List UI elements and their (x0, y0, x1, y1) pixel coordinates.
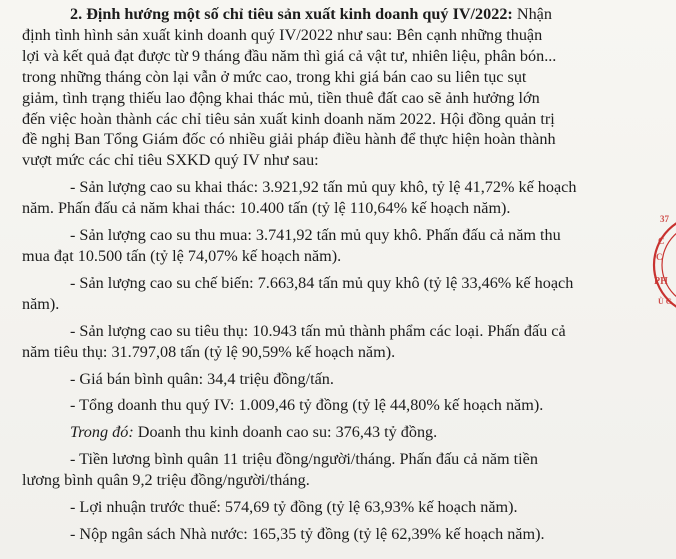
item-che-bien (22, 273, 662, 315)
item-line: - Sản lượng cao su tiêu thụ: 10.943 tấn mủ thành phẩm các loại. Phấn đấu cả (70, 321, 566, 340)
item-line: mua đạt 10.500 tấn (tỷ lệ 74,07% kế hoạch năm). (22, 246, 342, 265)
item-khai-thac (22, 177, 662, 219)
item-thu-mua (22, 225, 662, 267)
item-line: - Sản lượng cao su thu mua: 3.741,92 tấn mủ quy khô. Phấn đấu cả năm thu (70, 226, 561, 245)
item-doanh-thu: - Tổng doanh thu quý IV: 1.009,46 tỷ đồng (tỷ lệ 44,80% kế hoạch năm). (70, 396, 544, 415)
item-trong-do (22, 422, 662, 443)
intro-line: trong những tháng còn lại vẫn ở mức cao, trong khi giá bán cao su liên tục sụt (22, 67, 527, 86)
seal-fragment: C (656, 252, 663, 262)
trong-do-value: Doanh thu kinh doanh cao su: 376,43 tỷ đồng. (133, 423, 438, 442)
item-line: năm). (22, 294, 60, 313)
intro-line: lợi và kết quả đạt được từ 9 tháng đầu năm thì giá cả vật tư, nhiên liệu, phân bón... (22, 46, 557, 65)
seal-fragment: 37 (660, 214, 669, 224)
item-line: năm. Phấn đấu cả năm khai thác: 10.400 tấn (tỷ lệ 110,64% kế hoạch năm). (22, 199, 511, 218)
item-line: - Tiền lương bình quân 11 triệu đồng/người/tháng. Phấn đấu cả năm tiền (70, 450, 538, 469)
document-body (22, 4, 662, 545)
item-tien-luong (22, 449, 662, 491)
seal-fragment: C (658, 236, 665, 246)
item-line: - Sản lượng cao su chế biến: 7.663,84 tấn mủ quy khô (tỷ lệ 33,46% kế hoạch (70, 273, 574, 292)
intro-line: vượt mức các chỉ tiêu SXKD quý IV như sau: (22, 151, 319, 170)
item-line: - Sản lượng cao su khai thác: 3.921,92 tấn mủ quy khô, tỷ lệ 41,72% kế hoạch (70, 178, 577, 197)
intro-line: giảm, tình trạng thiếu lao động khai thác mủ, tiền thuê đất cao sẽ ảnh hưởng lớn (22, 88, 540, 107)
seal-fragment: PH (654, 276, 668, 287)
intro-paragraph (22, 25, 662, 171)
item-gia-ban: - Giá bán bình quân: 34,4 triệu đồng/tấn. (70, 369, 334, 388)
intro-line: định tình hình sản xuất kinh doanh quý IV/2022 như sau: Bên cạnh những thuận (22, 25, 543, 44)
trong-do-label: Trong đó: (70, 423, 134, 442)
intro-line: đề nghị Ban Tổng Giám đốc có nhiều giải pháp điều hành để thực hiện hoàn thành (22, 130, 556, 149)
item-line: lương bình quân 9,2 triệu đồng/người/tháng. (22, 471, 310, 490)
section-title: 2. Định hướng một số chỉ tiêu sản xuất kinh doanh quý IV/2022: (70, 5, 513, 23)
section-heading-paragraph (22, 4, 662, 25)
seal-fragment: Ù G (658, 297, 672, 306)
section-title-continuation: Nhận (512, 5, 552, 23)
item-ngan-sach: - Nộp ngân sách Nhà nước: 165,35 tỷ đồng (tỷ lệ 62,39% kế hoạch năm). (70, 524, 545, 543)
item-loi-nhuan: - Lợi nhuận trước thuế: 574,69 tỷ đồng (tỷ lệ 63,93% kế hoạch năm). (70, 498, 518, 517)
item-line: năm tiêu thụ: 31.797,08 tấn (tỷ lệ 90,59% kế hoạch năm). (22, 342, 396, 361)
intro-line: đến việc hoàn thành các chỉ tiêu sản xuất kinh doanh năm 2022. Hội đồng quản trị (22, 109, 555, 128)
seal-inner-ring (662, 223, 676, 307)
item-tieu-thu (22, 321, 662, 363)
